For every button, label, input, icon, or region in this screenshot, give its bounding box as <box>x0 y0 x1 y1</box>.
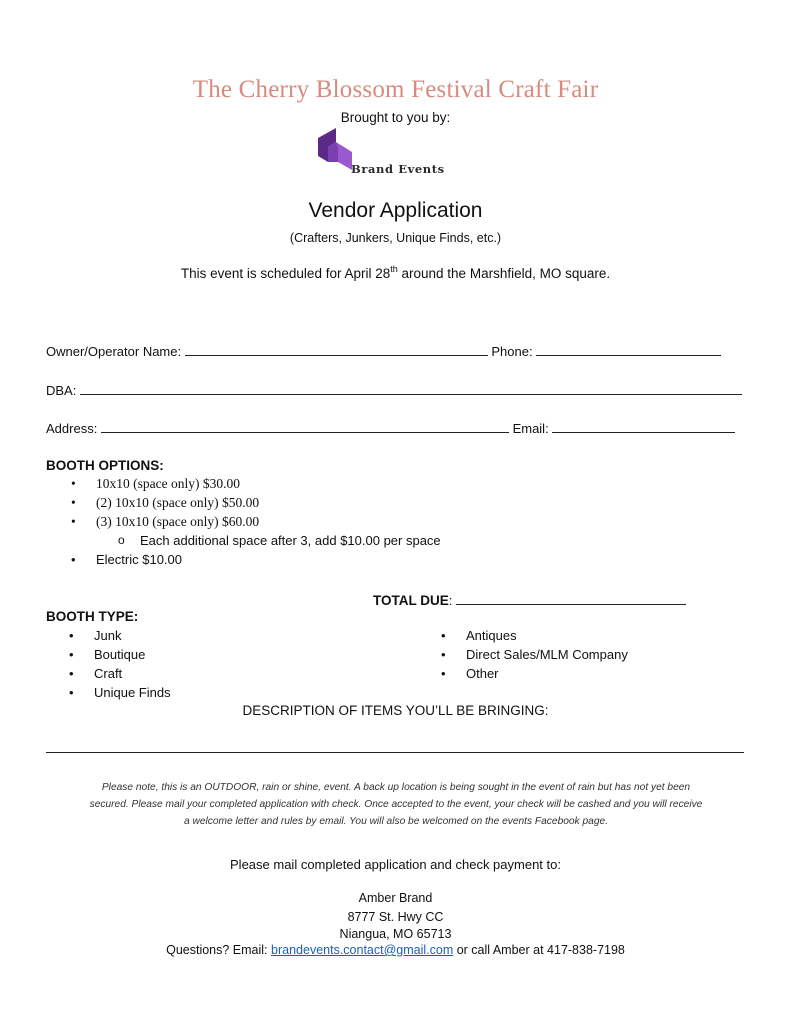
questions-prefix: Questions? Email: <box>166 943 272 957</box>
logo-text: Brand Events <box>351 162 445 176</box>
booth-options-heading: BOOTH OPTIONS: <box>46 458 164 473</box>
booth-option-sub-item: o Each additional space after 3, add $10.00 per space <box>118 533 441 548</box>
brought-by-text: Brought to you by: <box>340 110 451 125</box>
address-field[interactable] <box>101 420 509 433</box>
description-heading: DESCRIPTION OF ITEMS YOU’LL BE BRINGING: <box>242 703 549 718</box>
questions-suffix: or call Amber at 417-838-7198 <box>453 943 625 957</box>
note-line-3: a welcome letter and rules by email. You will also be welcomed on the events Facebook page. <box>184 816 608 827</box>
address-label: Address: <box>46 421 98 436</box>
brand-logo-icon <box>316 128 354 172</box>
booth-type-item: • Direct Sales/MLM Company <box>441 647 628 662</box>
booth-option-item: • 10x10 (space only) $30.00 <box>71 476 240 491</box>
booth-option-item: • (3) 10x10 (space only) $60.00 <box>71 514 260 529</box>
brand-events-logo <box>316 128 476 176</box>
phone-field[interactable] <box>536 343 721 356</box>
mail-street: 8777 St. Hwy CC <box>347 910 444 924</box>
total-due-label: TOTAL DUE <box>373 593 449 608</box>
booth-type-item: • Unique Finds <box>69 685 171 700</box>
email-label: Email: <box>512 421 549 436</box>
note-line-1: Please note, this is an OUTDOOR, rain or shine, event. A back up location is being sought in the event of rain but has not yet been <box>101 782 691 793</box>
dba-label: DBA: <box>46 383 77 398</box>
booth-type-heading: BOOTH TYPE: <box>46 609 139 624</box>
fair-title: The Cherry Blossom Festival Craft Fair <box>192 76 599 103</box>
schedule-text <box>0 266 791 281</box>
phone-label: Phone: <box>491 344 533 359</box>
description-field[interactable] <box>46 752 744 753</box>
booth-options-list <box>71 474 441 569</box>
form-subheading: (Crafters, Junkers, Unique Finds, etc.) <box>289 231 502 245</box>
booth-type-item: • Boutique <box>69 647 146 662</box>
owner-label: Owner/Operator Name: <box>46 344 182 359</box>
contact-email-link[interactable]: brandevents.contact@gmail.com <box>271 943 454 957</box>
mail-city: Niangua, MO 65713 <box>339 927 452 941</box>
owner-phone-row <box>46 343 721 359</box>
booth-type-item: • Junk <box>69 628 122 643</box>
form-heading: Vendor Application <box>308 199 483 222</box>
note-line-2: secured. Please mail your completed application with check. Once accepted to the event, your check will be cashed and you will receive <box>89 799 703 810</box>
booth-type-right-list <box>441 626 628 683</box>
booth-type-item: • Craft <box>69 666 123 681</box>
booth-type-left-list <box>69 626 171 702</box>
dba-row <box>46 382 742 398</box>
mail-instruction: Please mail completed application and check payment to: <box>230 857 561 872</box>
total-due-row: TOTAL DUE: <box>373 592 686 608</box>
mail-name: Amber Brand <box>358 891 433 905</box>
owner-name-field[interactable] <box>185 343 488 356</box>
dba-field[interactable] <box>80 382 742 395</box>
schedule-sup: th <box>390 264 398 274</box>
schedule-before: This event is scheduled for April 28 <box>180 266 391 281</box>
schedule-after: around the Marshfield, MO square. <box>397 266 611 281</box>
booth-type-item: • Antiques <box>441 628 517 643</box>
booth-option-item: • (2) 10x10 (space only) $50.00 <box>71 495 260 510</box>
booth-option-electric: • Electric $10.00 <box>71 552 182 567</box>
email-field[interactable] <box>552 420 735 433</box>
outdoor-note <box>46 779 746 830</box>
total-due-field[interactable] <box>456 592 686 605</box>
address-email-row <box>46 420 735 436</box>
questions-line <box>0 943 791 957</box>
booth-type-item: • Other <box>441 666 499 681</box>
